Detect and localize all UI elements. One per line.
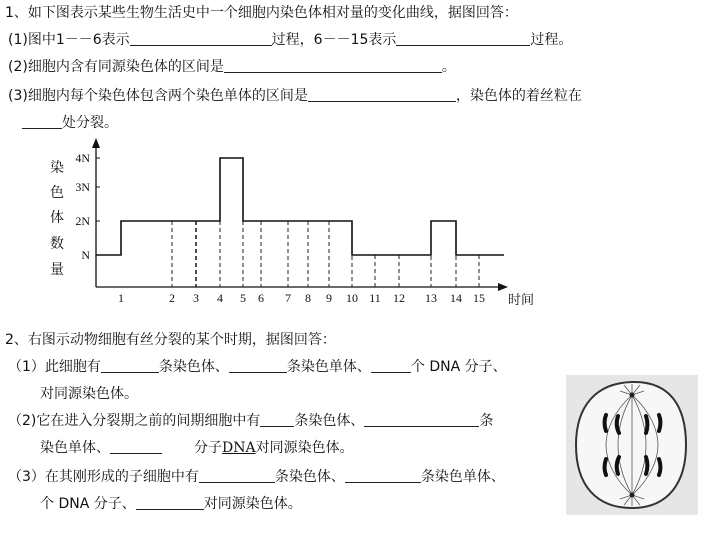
q2-sub2-text-e: 分子: [194, 440, 222, 456]
q2-sub1-text-e: 对同源染色体。: [40, 386, 138, 402]
x-tick-label: 1: [118, 291, 124, 305]
x-tick-label: 13: [425, 291, 437, 305]
chart-ylabel-char-4: 数: [50, 236, 64, 252]
x-tick-label: 12: [393, 291, 405, 305]
q1-sub1-text-a: (1)图中1－－6表示: [8, 32, 130, 48]
chart-ylabel-char-2: 色: [50, 185, 64, 201]
x-tick-label: 15: [473, 291, 485, 305]
q2-sub2-blank-2[interactable]: [364, 412, 479, 427]
q1-sub3-text-b: ，染色体的着丝粒在: [455, 88, 582, 104]
y-tick-label: N: [81, 248, 90, 262]
x-tick-label: 14: [450, 291, 462, 305]
q2-sub3-text-a: （3）在其刚形成的子细胞中有: [8, 469, 199, 485]
x-tick-label: 3: [193, 291, 199, 305]
x-tick-label: 6: [258, 291, 264, 305]
cell-membrane: [576, 382, 686, 508]
x-tick-label: 2: [169, 291, 175, 305]
q2-sub2-cont: [40, 439, 354, 457]
chart-axes: [92, 138, 508, 291]
q2-sub3-text-b: 条染色体、: [274, 469, 345, 485]
y-tick-label: 3N: [75, 180, 90, 194]
chart-ylabel-char-1: 染: [50, 160, 64, 176]
q1-sub2-text-a: (2)细胞内含有同源染色体的区间是: [8, 59, 224, 75]
q1-sub1-text-c: 过程。: [530, 32, 573, 48]
q2-sub2-dna: DNA: [222, 440, 256, 456]
q1-sub2-text-b: 。: [441, 59, 456, 75]
q1-sub1-text-b: 过程，6－－15表示: [271, 32, 397, 48]
q1-sub3-text-a: (3)细胞内每个染色体包含两个染色单体的区间是: [8, 88, 308, 104]
y-axis-arrow: [92, 138, 100, 148]
x-axis-arrow: [498, 283, 508, 291]
q2-sub3: [8, 468, 505, 486]
q2-sub1-blank-1[interactable]: [101, 358, 159, 373]
q2-sub2-text-f: 对同源染色体。: [255, 440, 354, 456]
chart-ylabel-char-5: 量: [50, 262, 64, 278]
q2-sub1: [8, 358, 507, 376]
q2-sub1-blank-2[interactable]: [229, 358, 287, 373]
chart-xlabel: 时间: [508, 293, 535, 308]
q2-sub2: [8, 412, 493, 430]
q2-sub2-text-b: 条染色体、: [294, 413, 365, 429]
x-tick-label: 5: [240, 291, 246, 305]
q2-sub1-text-a: （1）此细胞有: [8, 359, 101, 375]
cell-division-illustration: [566, 375, 698, 515]
q2-sub3-text-d: 个 DNA 分子、: [40, 496, 136, 512]
q2-sub1-text-d: 个 DNA 分子、: [410, 359, 507, 375]
q1-sub3-text-c: 处分裂。: [62, 115, 118, 131]
q2-sub2-text-c: 条: [479, 413, 494, 429]
x-tick-label: 4: [217, 291, 223, 305]
q2-sub3-text-c: 条染色单体、: [420, 469, 505, 485]
centriole-top: [630, 393, 635, 398]
x-tick-label: 7: [285, 291, 291, 305]
chart-dashed-guides: [172, 158, 479, 287]
chart-ylabel-char-3: 体: [50, 210, 64, 226]
centriole-bottom: [630, 493, 635, 498]
q2-sub3-blank-1[interactable]: [199, 468, 275, 483]
q2-sub1-blank-3[interactable]: [371, 358, 411, 373]
q2-sub3-cont: [40, 495, 302, 513]
q2-sub2-blank-1[interactable]: [260, 412, 294, 427]
q2-sub3-text-e: 对同源染色体。: [203, 496, 302, 512]
y-tick-label: 4N: [75, 151, 90, 165]
x-tick-label: 11: [369, 291, 381, 305]
q2-sub3-blank-2[interactable]: [345, 468, 421, 483]
chart-x-ticks: [118, 291, 485, 305]
x-tick-label: 10: [346, 291, 358, 305]
y-tick-label: 2N: [75, 214, 90, 228]
q2-sub2-text-d: 染色单体、: [40, 440, 110, 456]
q2-sub1-text-b: 条染色体、: [158, 359, 229, 375]
q2-title: 2、右图示动物细胞有丝分裂的某个时期，据图回答：: [5, 332, 336, 348]
q2-sub1-text-c: 条染色单体、: [286, 359, 371, 375]
x-tick-label: 8: [305, 291, 311, 305]
q2-sub1-cont: [40, 385, 138, 403]
q2-sub2-text-a: （2)它在进入分裂期之前的间期细胞中有: [8, 413, 261, 429]
q2-sub3-blank-3[interactable]: [136, 495, 204, 510]
q1-title: 1、如下图表示某些生物生活史中一个细胞内染色体相对量的变化曲线，据图回答：: [5, 5, 518, 21]
x-tick-label: 9: [326, 291, 332, 305]
q2-sub2-blank-3[interactable]: [110, 439, 162, 454]
chromosome-count-line: [96, 158, 504, 255]
